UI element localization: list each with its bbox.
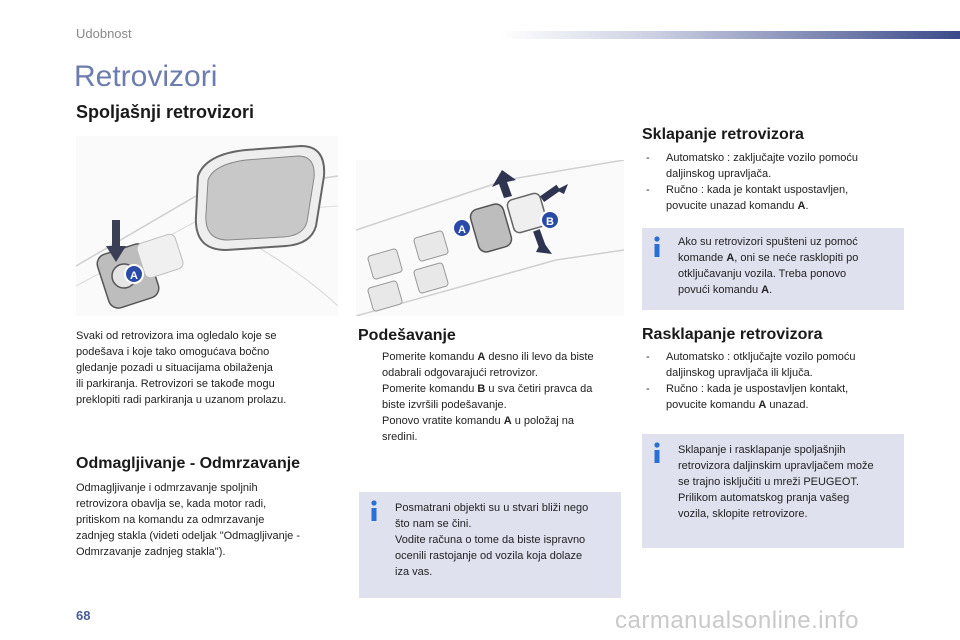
switch-panel-illustration — [356, 160, 624, 316]
list-item: - Ručno : kada je uspostavljen kontakt, povucite komandu A unazad. — [646, 383, 849, 411]
info-box-fold: Ako su retrovizori spušteni uz pomoć komande A, oni se neće rasklopiti po otključavanju vozila. Treba ponovo povući komandu A. — [642, 228, 904, 310]
mirror-control-drawing — [76, 136, 338, 316]
page-number: 68 — [76, 608, 91, 623]
label-b-mid: B — [540, 210, 560, 230]
list-item: Ponovo vratite komandu A u položaj na sredini. — [382, 415, 575, 443]
label-a-mid: A — [452, 218, 472, 238]
info-box-unfold: Sklapanje i rasklapanje spoljašnjih retrovizora daljinskim upravljačem može se trajno isključiti u mreži PEUGEOT. Prilikom automatskog pranja vašeg vozila, sklopite retrovizore. — [642, 434, 904, 548]
adjust-heading: Podešavanje — [358, 327, 456, 344]
watermark: carmanualsonline.info — [615, 607, 859, 634]
list-item: - Automatsko : zaključajte vozilo pomoću daljinskog upravljača. — [646, 152, 858, 180]
list-item: - Automatsko : otključajte vozilo pomoću daljinskog upravljača ili ključa. — [646, 351, 856, 379]
info-icon — [650, 236, 664, 258]
fold-heading: Sklapanje retrovizora — [642, 126, 804, 143]
defrost-paragraph: Odmagljivanje i odmrzavanje spoljnih retrovizora obavlja se, kada motor radi, pritiskom na komandu za odmrzavanje zadnjeg stakla (videti odeljak "Odmagljivanje - Odmrzavanje zadnjeg stakla"). — [76, 482, 301, 558]
adjust-list — [358, 349, 628, 445]
unfold-list — [646, 349, 916, 413]
list-item: Pomerite komandu A desno ili levo da biste odabrali odgovarajući retrovizor. — [382, 351, 594, 379]
list-item: - Ručno : kada je kontakt uspostavljen, povucite unazad komandu A. — [646, 184, 849, 212]
fold-list — [646, 150, 916, 214]
mirror-illustration — [76, 136, 338, 316]
defrost-heading: Odmagljivanje - Odmrzavanje — [76, 455, 301, 472]
info-icon — [367, 500, 381, 522]
page-title: Retrovizori — [74, 60, 218, 93]
list-item: Pomerite komandu B u sva četiri pravca da biste izvršili podešavanje. — [382, 383, 593, 411]
switch-panel-drawing — [356, 160, 624, 316]
main-heading: Spoljašnji retrovizori — [76, 102, 255, 122]
section-label: Udobnost — [76, 26, 132, 41]
label-a-left: A — [124, 264, 144, 284]
info-box-objects: Posmatrani objekti su u stvari bliži nego što nam se čini. Vodite računa o tome da biste ispravno ocenili rastojanje od vozila koja dolaze iza vas. — [359, 492, 621, 598]
info-icon — [650, 442, 664, 464]
unfold-heading: Rasklapanje retrovizora — [642, 326, 823, 343]
header-bar — [500, 31, 960, 39]
intro-paragraph: Svaki od retrovizora ima ogledalo koje se podešava i koje tako omogućava bočno gledanje pozadi u situacijama obilaženja ili parkiranja. Retrovizori se takođe mogu preklopiti radi parkiranja u uzanom prolazu. — [76, 330, 287, 406]
